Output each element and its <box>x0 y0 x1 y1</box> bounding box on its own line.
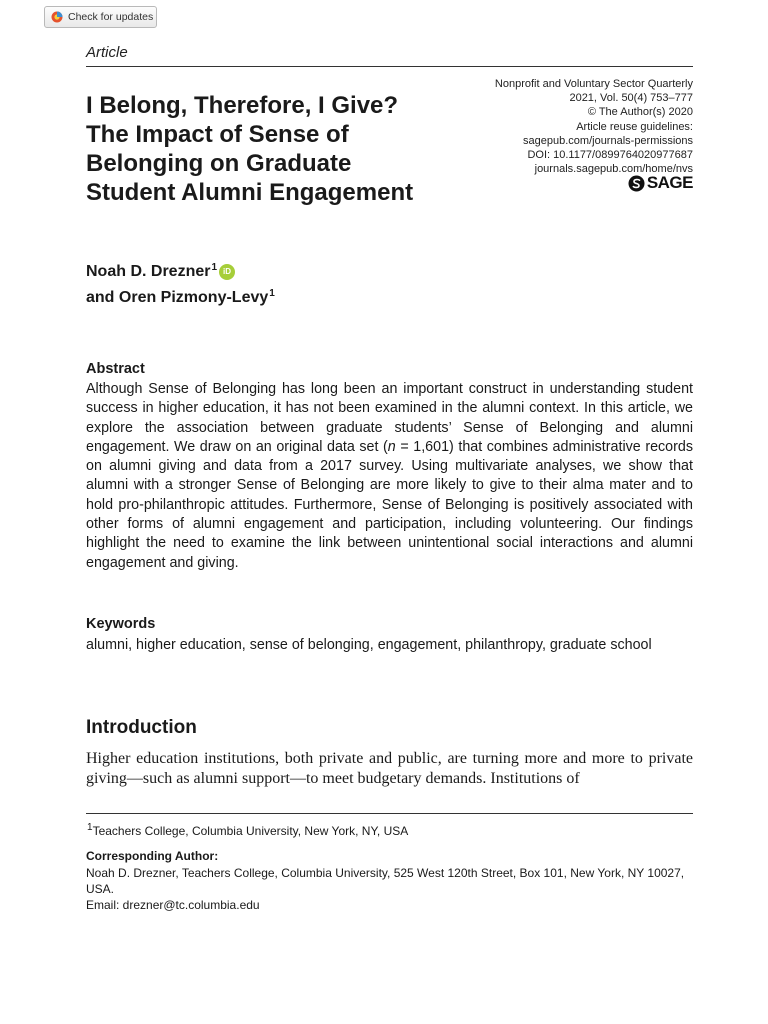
abstract-text <box>86 380 693 573</box>
introduction-heading: Introduction <box>86 717 197 738</box>
journal-copyright: © The Author(s) 2020 <box>587 106 693 119</box>
corresponding-email[interactable]: Email: drezner@tc.columbia.edu <box>86 898 260 912</box>
check-for-updates-button[interactable] <box>44 6 157 28</box>
corresponding-author-details <box>86 865 693 913</box>
keywords-heading: Keywords <box>86 616 156 632</box>
abstract-text-part: Although Sense of Belonging has long been an important construct in understanding student success in higher education, it has not been examined in the alumni context. In this article, we explore the association between graduate students’ Sense of Belonging and alumni engagement. We draw on an original data set ( <box>86 381 693 455</box>
header-divider <box>86 66 693 67</box>
affiliation-marker[interactable]: 1 <box>211 261 218 273</box>
journal-reuse-label: Article reuse guidelines: <box>576 120 693 133</box>
title-line: Belonging on Graduate <box>86 150 352 177</box>
check-for-updates-label: Check for updates <box>68 11 154 23</box>
orcid-icon[interactable]: iD <box>219 264 235 280</box>
journal-permissions-link[interactable]: sagepub.com/journals-permissions <box>523 134 693 147</box>
journal-home-link[interactable]: journals.sagepub.com/home/nvs <box>534 163 693 176</box>
sage-logo <box>620 173 693 193</box>
footnote-divider <box>86 813 693 814</box>
sample-size-symbol: n <box>387 438 396 455</box>
introduction-text: Higher education institutions, both private and public, are turning more and more to private giving—such as alumni support—to meet budgetary demands. Institutions of <box>86 750 693 787</box>
author-list <box>86 259 275 311</box>
corresponding-author-heading: Corresponding Author: <box>86 849 219 863</box>
abstract-text-part: = 1,601) that combines administrative records on alumni giving and data from a 2017 survey. Using multivariate analyses, we show that alumni with a stronger Sense of Belonging are more likely to give to their alma mater and to hold pro-philanthropic attitudes. Furthermore, Sense of Belonging is positively associated with other forms of alumni engagement and participation, including volunteering. Our findings highlight the need to examine the link between unintentional social interactions and alumni engagement and giving. <box>86 438 693 571</box>
author-name[interactable]: and Oren Pizmony-Levy <box>86 289 269 306</box>
title-line: Student Alumni Engagement <box>86 179 414 206</box>
affiliation-marker: 1 <box>87 822 93 833</box>
affiliation-text: Teachers College, Columbia University, New York, NY, USA <box>92 824 409 838</box>
journal-doi[interactable]: DOI: 10.1177/0899764020977687 <box>527 149 693 162</box>
journal-name: Nonprofit and Voluntary Sector Quarterly <box>494 78 693 90</box>
title-line: I Belong, Therefore, I Give? <box>86 92 399 119</box>
affiliation-marker[interactable]: 1 <box>269 287 275 299</box>
journal-volume: 2021, Vol. 50(4) 753–777 <box>569 92 693 105</box>
corresponding-address: Noah D. Drezner, Teachers College, Columbia University, 525 West 120th Street, Box 101, New York, NY 10027, USA. <box>86 866 685 896</box>
affiliation-footnote <box>86 824 408 838</box>
article-type-label: Article <box>86 44 128 61</box>
journal-info <box>470 77 693 176</box>
sage-logo-text: SAGE <box>646 173 693 192</box>
author-line <box>86 259 275 285</box>
sage-mark-icon <box>628 175 645 192</box>
title-line: The Impact of Sense of <box>86 121 349 148</box>
author-name[interactable]: Noah D. Drezner <box>86 263 211 280</box>
article-title <box>86 91 486 207</box>
check-updates-icon <box>51 11 63 23</box>
keywords-text: alumni, higher education, sense of belonging, engagement, philanthropy, graduate school <box>86 637 652 653</box>
author-line <box>86 285 275 311</box>
abstract-heading: Abstract <box>86 361 145 377</box>
